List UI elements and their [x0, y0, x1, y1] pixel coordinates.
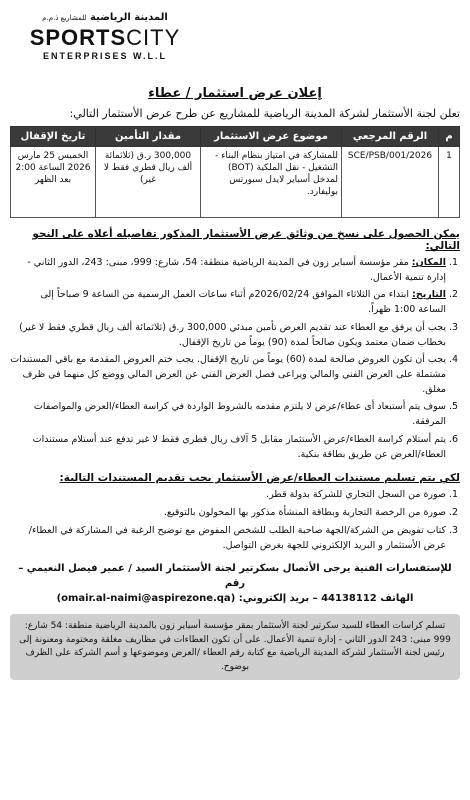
contact-line-1: للإستفسارات الفنية يرجى الأتصال بسكرتير لجنة الأستثمار السيد / عمير فيصل النعيمي – رقم	[18, 563, 452, 590]
table-header-row	[11, 127, 460, 147]
intro-text: تعلن لجنة الأستثمار لشركة المدينة الرياضية للمشاريع عن طرح عرض الأستثمار التالي:	[69, 107, 460, 120]
table-header-ref: الرقم المرجعي	[342, 127, 439, 147]
table-row	[11, 147, 460, 218]
tender-table	[10, 126, 460, 218]
table-header-subject: موضوع عرض الاستثمار	[201, 127, 342, 147]
list-item: 2. التاريخ: ابتداء من الثلاثاء الموافق 2026/02/24م أثناء ساعات العمل الرسمية من الساعة 9 صباحاً إلى الساعة 1:00 ظهراً.	[10, 288, 446, 317]
company-logo	[10, 8, 200, 61]
logo-arabic-name: المدينة الرياضية	[90, 12, 168, 23]
footer-notice: تسلم كراسات العطاء للسيد سكرتير لجنة الأستثمار بمقر مؤسسة أسباير زون بالمدينة الرياضية منطقة: 54 شارع: 999 مبنى: 243 الدور الثاني - إدارة تنمية الأعمال. على أن تكون العطاءات في مظاريف مغلقة ومختومة ومعنونة إلى رئيس لجنة الأستثمار لشركة المدينة الرياضية مع كتابة رقم العطاء /العرض وموضوعها و أسم الشركة على الظرف بوضوح.	[10, 614, 460, 680]
contact-line-2: الهاتف 44138112 – بريد إلكتروني: (omair.al-naimi@aspirezone.qa)	[56, 593, 414, 605]
list-item: 3. كتاب تفويض من الشركة/الجهة صاحبة الطلب للشخص المفوض مع توضيح الرغبة في المشاركة في العطاء/عرض الأستثمار و البريد الإلكتروني للجهة بغرض التواصل.	[10, 524, 446, 553]
cell-closing: الخميس 25 مارس 2026 الساعة 2:00 بعد الظهر	[11, 147, 96, 218]
table-header-num: م	[439, 127, 460, 147]
logo-brand-sports: SPORTS	[29, 25, 127, 50]
list-item: 3. يجب أن يرفق مع العطاء عند تقديم العرض تأمين مبدئي 300,000 ر.ق (ثلاثمائة ألف ريال قطري فقط لا غير) بخطاب ضمان معتمد ويكون صالحاً لمدة (90) يوماً من تاريخ الإقفال.	[10, 321, 446, 350]
cell-ref: SCE/PSB/001/2026	[342, 147, 439, 218]
header	[10, 8, 460, 80]
section1-list	[10, 256, 460, 462]
cell-subject: للمشاركة في امتياز بنظام البناء - التشغيل - نقل الملكية (BOT) لمدخل أسباير لايدل سبورتس بوليفارد.	[201, 147, 342, 218]
list-item: 1. المكان: مقر مؤسسة أسباير زون في المدينة الرياضية منطقة: 54، شارع: 999، مبنى: 243، الدور الثاني - إدارة تنمية الأعمال.	[10, 256, 446, 285]
list-item: 4. يجب أن تكون العروض صالحة لمدة (60) يوماً من تاريخ الإقفال. يجب ختم العروض المقدمة مع باقي المستندات مشتملة على العرض الفني والمالي ويراعى فصل العرض الفني عن العرض المالي ووضع كل منهما في ظرف مغلق.	[10, 353, 446, 397]
list-item: 1. صورة من السجل التجاري للشركة بدولة قطر.	[10, 488, 446, 503]
logo-arabic-suffix: للمشاريع ذ.م.م	[42, 14, 87, 22]
list-item: 6. يتم أستلام كراسة العطاء/عرض الأستثمار مقابل 5 آلاف ريال قطري فقط لا غير تدفع عند أستلام مستندات العطاء/العرض عن طريق بطاقة بنكية.	[10, 433, 446, 462]
table-header-amount: مقدار التأمين	[96, 127, 201, 147]
cell-amount: 300,000 ر.ق (ثلاثمائة ألف ريال قطري فقط لا غير)	[96, 147, 201, 218]
cell-num: 1	[439, 147, 460, 218]
logo-brand-city: CITY	[126, 25, 181, 50]
list-item: 5. سوف يتم أستبعاد أى عطاء/عرض لا يلتزم مقدمه بالشروط الواردة في كراسة العطاء/العرض والمواصفات المرفقة.	[10, 400, 446, 429]
logo-enterprises: ENTERPRISES W.L.L	[42, 51, 167, 61]
list-item: 2. صورة من الرخصة التجارية وبطاقة المنشأة مذكور بها المخولون بالتوقيع.	[10, 506, 446, 521]
table-header-closing: تاريخ الإقفال	[11, 127, 96, 147]
section2-list	[10, 488, 460, 553]
page-title: إعلان عرض استثمار / عطاء	[148, 86, 322, 101]
contact-info	[10, 561, 460, 606]
section2-heading: لكي يتم تسليم مستندات العطاء/عرض الأستثمار يجب تقديم المستندات التالية:	[59, 472, 460, 485]
section1-heading: يمكن الحصول على نسخ من وثائق عرض الأستثمار المذكور تفاصيله أعلاه على النحو التالي:	[32, 228, 460, 252]
